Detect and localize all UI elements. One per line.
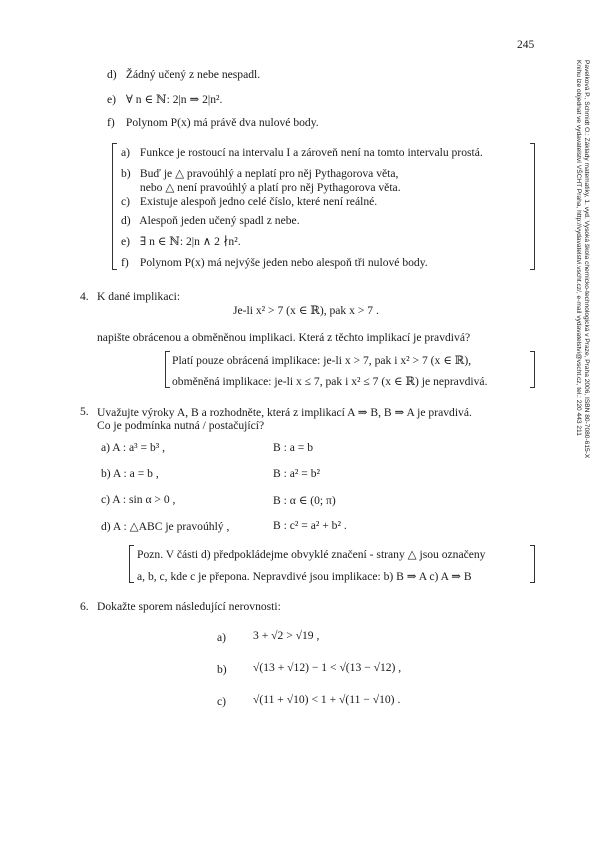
item-label: f): [107, 116, 115, 129]
item-label: b): [121, 167, 131, 180]
q6-item-b-label: b): [217, 663, 227, 676]
q5-row-d-left: d) A : △ABC je pravoúhlý ,: [101, 520, 230, 533]
item-label: f): [121, 256, 129, 269]
item-text: Funkce je rostoucí na intervalu I a zároveň není na tomto intervalu prostá.: [139, 146, 483, 159]
q5-row-a-left: a) A : a³ = b³ ,: [101, 441, 166, 454]
question-5-number: 5.: [80, 405, 89, 418]
list-item: [107, 116, 319, 129]
item-text: Žádný učený z nebe nespadl.: [125, 68, 261, 81]
question-4-text: napište obrácenou a obměněnou implikaci. Která z těchto implikací je pravdivá?: [97, 331, 471, 344]
question-4-number: 4.: [80, 290, 89, 303]
item-text: Existuje alespoň jedno celé číslo, které není reálné.: [139, 195, 378, 208]
question-5-text-2: Co je podmínka nutná / postačující?: [97, 419, 265, 432]
item-text: Polynom P(x) má nejvýše jeden nebo alespoň tři nulové body.: [139, 256, 428, 269]
item-label: e): [107, 93, 117, 106]
q6-item-a-expr: 3 + √2 > √19 ,: [253, 629, 320, 642]
q6-item-a-label: a): [217, 631, 227, 644]
question-6-number: 6.: [80, 600, 89, 613]
item-label: e): [121, 235, 131, 248]
item-label: a): [121, 146, 131, 159]
list-item: [107, 92, 222, 106]
question-4-intro: K dané implikaci:: [97, 290, 181, 303]
q5-row-c-right: B : α ∈ (0; π): [273, 494, 336, 507]
list-item: [121, 234, 241, 248]
q6-item-c-expr: √(11 + √10) < 1 + √(11 − √10) .: [253, 693, 401, 706]
question-6-intro: Dokažte sporem následující nerovnosti:: [97, 600, 281, 613]
q5-row-a-right: B : a = b: [273, 441, 314, 454]
item-label: d): [107, 68, 117, 81]
item-label: d): [121, 214, 131, 227]
q5-row-c-left: c) A : sin α > 0 ,: [101, 493, 176, 506]
sidebar-line-2: Knihu lze objednat ve vydavatelství VŠCHT Praha, http://vydavatelstvi.vscht.cz/, e-mail vydavatelstvi@vscht.cz, tel.: 220 443 211: [575, 60, 582, 436]
list-item: [121, 195, 377, 208]
list-item: [121, 166, 398, 180]
page-number: 245: [517, 39, 535, 51]
item-text: Alespoň jeden učený spadl z nebe.: [139, 214, 300, 227]
list-item: [121, 256, 428, 269]
list-item: [107, 68, 260, 81]
q5-row-d-right: B : c² = a² + b² .: [273, 519, 347, 532]
list-item: [121, 214, 300, 227]
item-text: Buď je △ pravoúhlý a neplatí pro něj Pythagorova věta,: [139, 167, 399, 180]
item-text: ∃ n ∈ ℕ: 2|n ∧ 2 ∤n².: [139, 235, 241, 248]
answer-5-line-1: Pozn. V části d) předpokládejme obvyklé značení - strany △ jsou označeny: [137, 548, 486, 561]
answer-5-line-2: a, b, c, kde c je přepona. Nepravdivé jsou implikace: b) B ⇒ A c) A ⇒ B: [137, 570, 472, 583]
item-text: ∀ n ∈ ℕ: 2|n ⇒ 2|n².: [125, 93, 223, 106]
answer-4-line-2: obměněná implikace: je-li x ≤ 7, pak i x² ≤ 7 (x ∈ ℝ) je nepravdivá.: [172, 375, 488, 388]
item-text: Polynom P(x) má právě dva nulové body.: [125, 116, 319, 129]
publisher-sidebar: [574, 60, 590, 458]
list-item: [121, 146, 483, 159]
question-5-text-1: Uvažujte výroky A, B a rozhodněte, která z implikací A ⇒ B, B ⇒ A je pravdivá.: [97, 406, 472, 419]
sidebar-line-1: Pavelková P., Schmidt O.: Základy matematiky, 1. vyd. Vysoká škola chemicko-technologická v Praze, Praha 2006, ISBN 80-7080-615-X: [583, 60, 590, 459]
q5-row-b-right: B : a² = b²: [273, 467, 320, 480]
question-4-formula: Je-li x² > 7 (x ∈ ℝ), pak x > 7 .: [233, 304, 379, 317]
item-label: c): [121, 195, 131, 208]
q6-item-b-expr: √(13 + √12) − 1 < √(13 − √12) ,: [253, 661, 402, 674]
q5-row-b-left: b) A : a = b ,: [101, 467, 159, 480]
list-item: [121, 180, 401, 194]
answer-4-line-1: Platí pouze obrácená implikace: je-li x > 7, pak i x² > 7 (x ∈ ℝ),: [172, 354, 472, 367]
q6-item-c-label: c): [217, 695, 227, 708]
item-text: nebo △ není pravoúhlý a platí pro něj Pythagorova věta.: [139, 181, 401, 194]
